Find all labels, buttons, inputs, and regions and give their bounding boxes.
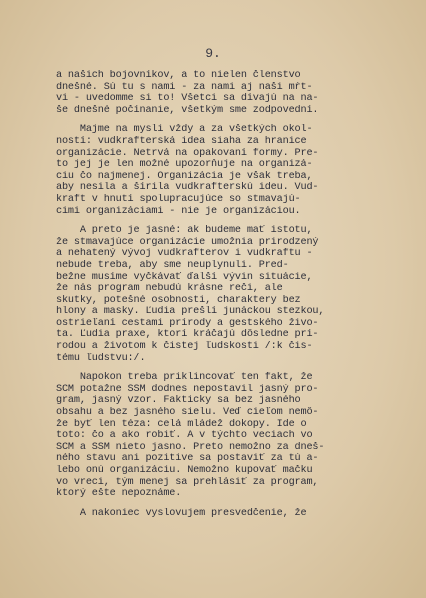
text-line: vi - uvedomme si to! Všetci sa dívajú na na-	[56, 93, 319, 105]
text-line: že byť len téza: celá mládež dokopy. Ide o	[56, 418, 307, 430]
text-line: SČM potažne SSM dodnes nepostavil jasný pro-	[56, 383, 319, 395]
text-line: dnešné. Sú tu s nami - za nami aj naši mŕt-	[56, 81, 313, 93]
text-line: skutky, potešné osobnosti, charaktery bez	[56, 294, 301, 306]
text-line: organizácie. Netrvá na opakovaní formy. Pre-	[56, 147, 319, 159]
text-line: tému ľudstvu:/.	[56, 352, 146, 364]
text-line: ciu čo najmenej. Organizácia je však treba,	[56, 170, 313, 182]
page-number: 9.	[205, 46, 221, 61]
text-line: A preto je jasné: ak budeme mať istotu,	[56, 225, 313, 237]
text-line: ností: vudkrafterská idea siaha za hranice	[56, 135, 307, 147]
text-line: kraft v hnutí spolupracujúce so stmavajú-	[56, 193, 301, 205]
text-line: SČM a SSM nieto jasno. Preto nemožno za dneš-	[56, 441, 325, 453]
text-line: nebude treba, aby sme neuplynuli. Pred-	[56, 259, 289, 271]
text-line: že stmavajúce organizácie umožnia prirodzený	[56, 236, 319, 248]
paragraph	[56, 124, 396, 217]
paragraph	[56, 225, 396, 364]
text-line: hlony a masky. Ľudia prešlí junáckou stezkou,	[56, 306, 325, 318]
text-line: aby nesila a šírila vudkrafterskú ideu. Vud-	[56, 182, 319, 194]
text-line: A nakoniec vyslovujem presvedčenie, že	[56, 507, 307, 519]
text-line: še dnešné počínanie, všetkým sme zodpovední.	[56, 104, 319, 116]
text-line: to jej je len možné upozorňuje na organizá-	[56, 159, 313, 171]
text-line: ostrieľaní cestami prírody a gestského živo-	[56, 317, 319, 329]
text-line: gram, jasný vzor. Fakticky sa bez jasného	[56, 395, 301, 407]
paragraph	[56, 70, 396, 116]
text-line: ta. Ľudia praxe, ktorí kráčajú dôsledne prí-	[56, 329, 319, 341]
text-line: toto: čo a ako robiť. A v týchto veciach vo	[56, 430, 313, 442]
paragraph	[56, 508, 396, 520]
text-line: obsahu a bez jasného sielu. Veď cieľom nemô-	[56, 407, 319, 419]
text-line: Majme na mysli vždy a za všetkých okol-	[56, 124, 313, 136]
text-line: že nás program nebudú krásne reči, ale	[56, 283, 283, 295]
text-line: ktorý ešte nepoznáme.	[56, 488, 182, 500]
text-line: cimi organizáciami - nie je organizáciou.	[56, 205, 301, 217]
text-line: lebo onú organizáciu. Nemožno kupovať mačku	[56, 465, 313, 476]
text-line: vo vreci, tým menej sa prehlásiť za program,	[56, 476, 319, 488]
text-line: bežne musíme vyčkávať ďalší vývin situácie,	[56, 271, 313, 283]
text-line: a našich bojovníkov, a to nielen členstvo	[56, 70, 301, 81]
paragraph	[56, 372, 396, 500]
text-line: Napokon treba priklincovať ten fakt, že	[56, 372, 313, 384]
text-line: rodou a životom k čistej ľudskosti /:k čis-	[56, 341, 313, 353]
document-body	[56, 70, 396, 527]
text-line: a nehatený vývoj vudkrafterov i vudkraftu -	[56, 248, 313, 260]
text-line: ného stavu ani pozitive sa postaviť za tú a-	[56, 453, 319, 465]
